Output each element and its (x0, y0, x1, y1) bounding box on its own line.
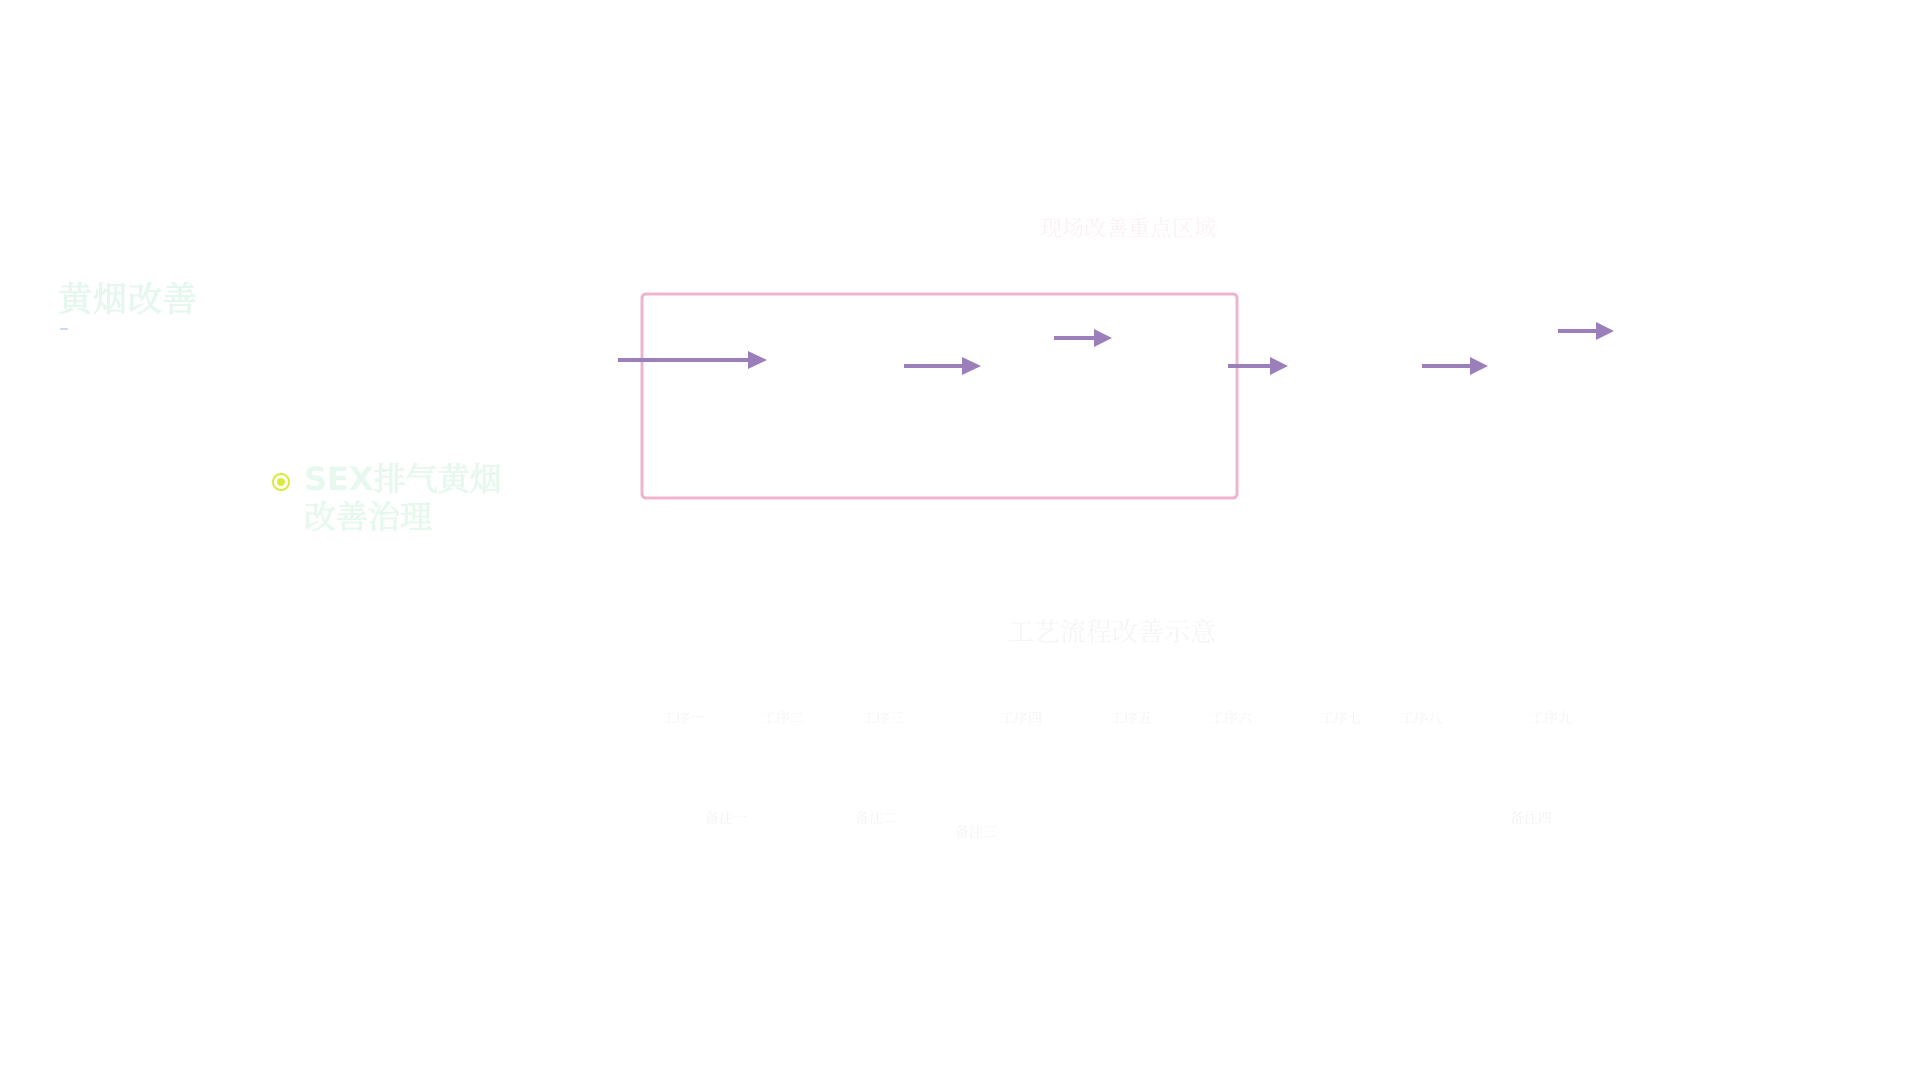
arrow-right-icon (618, 351, 767, 369)
arrow-right-icon (1422, 357, 1488, 375)
bullet-line-1: SEX排气黄烟 (304, 460, 502, 498)
step-label: 工序八 (1400, 711, 1442, 727)
step-label: 工序四 (1000, 711, 1042, 727)
bullet-line-2: 改善治理 (304, 498, 433, 536)
arrow-right-icon (1558, 322, 1614, 340)
step-label: 工序二 (762, 711, 804, 727)
top-caption: 现场改善重点区域 (1040, 217, 1217, 242)
bottom-caption: 工艺流程改善示意 (1008, 618, 1217, 648)
arrow-right-icon (904, 357, 981, 375)
highlight-box (642, 294, 1237, 498)
step-label: 工序一 (662, 711, 704, 727)
arrow-right-icon (1054, 329, 1112, 347)
step-label: 工序三 (862, 711, 904, 727)
slide-title: 黄烟改善 (58, 280, 198, 320)
step-label: 工序九 (1530, 711, 1572, 727)
note-label: 备注三 (955, 825, 997, 841)
step-label: 工序六 (1210, 711, 1252, 727)
note-label: 备注二 (855, 811, 897, 827)
step-label: 工序七 (1320, 711, 1362, 727)
note-label: 备注一 (705, 811, 747, 827)
step-label: 工序五 (1110, 711, 1152, 727)
note-label: 备注四 (1510, 811, 1552, 827)
